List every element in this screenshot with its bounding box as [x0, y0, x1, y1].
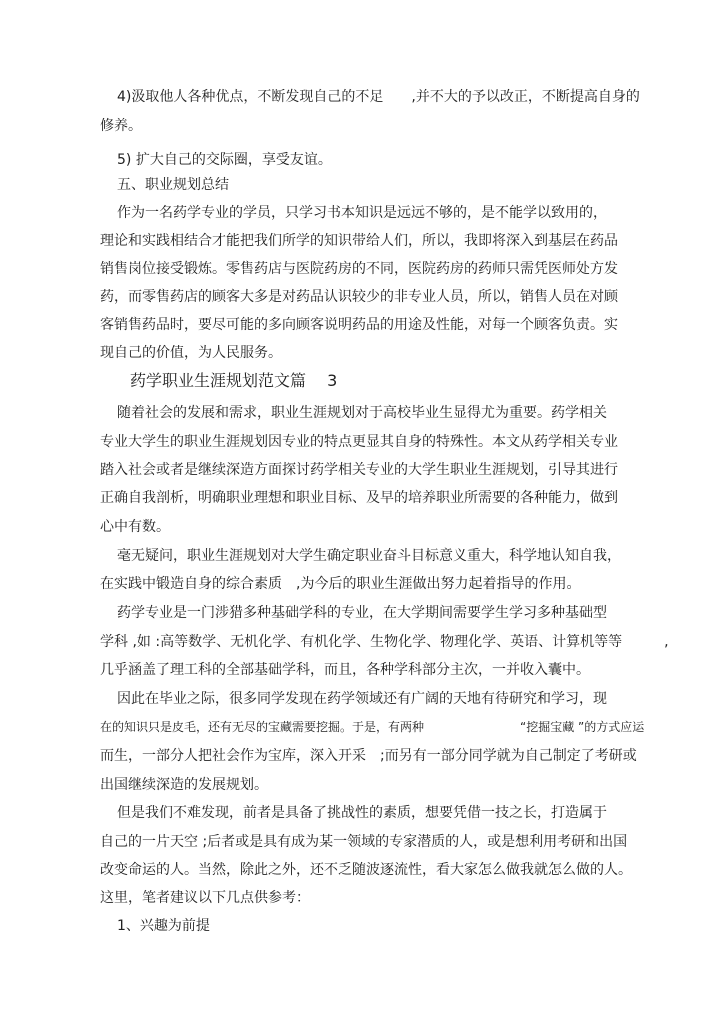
paragraph-line: 而生，一部分人把社会作为宝库，深入开采 ;而另有一部分同学就为自己制定了考研或 [100, 748, 637, 764]
paragraph-line: 因此在毕业之际，很多同学发现在药学领域还有广阔的天地有待研究和学习，现 [117, 691, 607, 707]
paragraph-line: 销售岗位接受锻炼。零售药店与医院药房的不同，医院药房的药师只需凭医师处方发 [100, 261, 618, 277]
paragraph-line: 出国继续深造的发展规划。 [100, 777, 268, 793]
paragraph-line: 心中有数。 [100, 519, 170, 535]
paragraph-line: 但是我们不难发现，前者是具备了挑战性的素质，想要凭借一技之长，打造属于 [117, 805, 607, 821]
paragraph-line: 自己的一片天空 ;后者或是具有成为某一领域的专家潜质的人，或是想利用考研和出国 [100, 834, 628, 850]
paragraph-line: 药学专业是一门涉猎多种基础学科的专业，在大学期间需要学生学习多种基础型 [117, 605, 607, 621]
paragraph-line: 现自己的价值，为人民服务。 [100, 345, 282, 361]
paragraph-line: 这里，笔者建议以下几点供参考： [100, 890, 310, 906]
paragraph-line: 在实践中锻造自身的综合素质 ,为今后的职业生涯做出努力起着指导的作用。 [100, 576, 581, 592]
paragraph-line: 专业大学生的职业生涯规划因专业的特点更显其自身的特殊性。本文从药学相关专业 [100, 434, 618, 450]
paragraph-line: 学科 ,如 :高等数学、无机化学、有机化学、生物化学、物理化学、英语、计算机等等 , [100, 634, 669, 650]
list-item-4: 4)汲取他人各种优点，不断发现自己的不足 ,并不大的予以改正，不断提高自身的 [117, 89, 640, 105]
paragraph-line: 药，而零售药店的顾客大多是对药品认识较少的非专业人员，所以，销售人员在对顾 [100, 289, 618, 305]
paragraph-line: 毫无疑问，职业生涯规划对大学生确定职业奋斗目标意义重大，科学地认知自我， [117, 548, 621, 564]
text-line: 修养。 [100, 118, 142, 134]
section-heading: 五、职业规划总结 [117, 177, 229, 193]
paragraph-line: 正确自我剖析，明确职业理想和职业目标、及早的培养职业所需要的各种能力，做到 [100, 490, 618, 506]
paragraph-line: 几乎涵盖了理工科的全部基础学科，而且，各种学科部分主次，一并收入囊中。 [100, 662, 590, 678]
subsection-heading: 1、兴趣为前提 [117, 918, 210, 934]
paragraph-line: 改变命运的人。当然，除此之外，还不乏随波逐流性，看大家怎么做我就怎么做的人。 [100, 862, 632, 878]
paragraph-line: 踏入社会或者是继续深造方面探讨药学相关专业的大学生职业生涯规划，引导其进行 [100, 462, 618, 478]
paragraph-line: 在的知识只是皮毛，还有无尽的宝藏需要挖掘。于是，有两种 “挖掘宝藏 ”的方式应运 [100, 720, 645, 734]
paragraph-line: 作为一名药学专业的学员，只学习书本知识是远远不够的，是不能学以致用的， [117, 205, 607, 221]
paragraph-line: 随着社会的发展和需求，职业生涯规划对于高校毕业生显得尤为重要。药学相关 [117, 405, 607, 421]
article-title: 药学职业生涯规划范文篇 3 [130, 371, 338, 390]
paragraph-line: 客销售药品时，要尽可能的多向顾客说明药品的用途及性能，对每一个顾客负责。实 [100, 317, 618, 333]
paragraph-line: 理论和实践相结合才能把我们所学的知识带给人们，所以，我即将深入到基层在药品 [100, 233, 618, 249]
list-item-5: 5) 扩大自己的交际圈，享受友谊。 [117, 152, 332, 168]
